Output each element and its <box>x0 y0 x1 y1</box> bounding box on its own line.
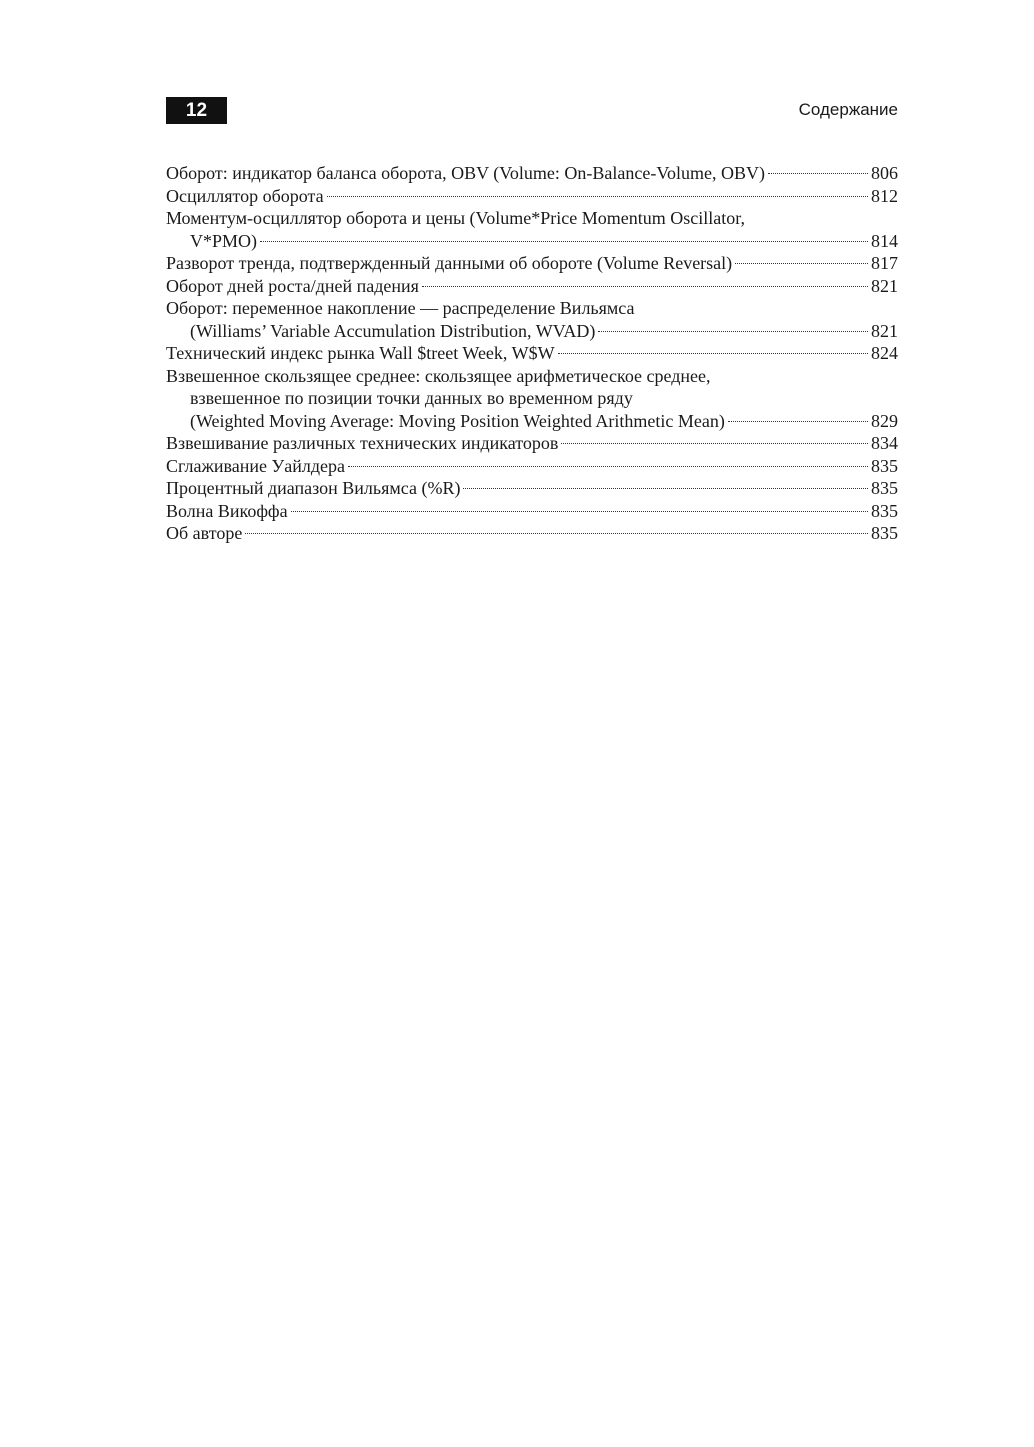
toc-page-number: 814 <box>871 230 898 251</box>
toc-entry-title-continuation: (Weighted Moving Average: Moving Position Weighted Arithmetic Mean) <box>190 410 725 431</box>
toc-entry-title: Разворот тренда, подтвержденный данными об обороте (Volume Reversal) <box>166 253 733 273</box>
dot-leader <box>561 443 868 444</box>
toc-entry-title: Процентный диапазон Вильямса (%R) <box>166 478 461 498</box>
dot-leader <box>348 466 868 467</box>
toc-entry-title-continuation: (Williams’ Variable Accumulation Distribution, WVAD) <box>190 320 596 341</box>
toc-page-number: 835 <box>871 500 898 521</box>
toc-entry-title: Волна Викоффа <box>166 500 288 521</box>
toc-entry[interactable] <box>166 275 898 298</box>
toc-entry[interactable] <box>166 207 898 252</box>
toc-page-number: 806 <box>871 163 898 183</box>
dot-leader <box>558 353 868 354</box>
toc-entry[interactable] <box>166 432 898 455</box>
toc-entry-title: Технический индекс рынка Wall $treet Week, W$W <box>166 343 555 363</box>
dot-leader <box>291 511 868 512</box>
dot-leader <box>768 173 868 174</box>
dot-leader <box>463 488 868 489</box>
toc-page-number: 817 <box>871 253 898 273</box>
toc-page-number: 812 <box>871 185 898 206</box>
toc-page-number: 834 <box>871 433 898 453</box>
running-title: Содержание <box>798 100 898 119</box>
toc-entry[interactable] <box>166 297 898 342</box>
toc-page-number: 824 <box>871 343 898 363</box>
toc-page-number: 835 <box>871 478 898 498</box>
toc-entry[interactable] <box>166 252 898 275</box>
toc-entry-title: Оборот дней роста/дней падения <box>166 275 419 296</box>
toc-entry-title-continuation: взвешенное по позиции точки данных во временном ряду <box>190 388 633 408</box>
toc-entry[interactable] <box>166 477 898 500</box>
dot-leader <box>598 331 868 332</box>
page-number: 12 <box>166 97 227 124</box>
toc-entry-title: Взвешенное скользящее среднее: скользящее арифметическое среднее, <box>166 365 711 386</box>
toc-entry-title: Взвешивание различных технических индикаторов <box>166 433 559 453</box>
toc-entry-title-continuation: V*PMO) <box>190 230 258 251</box>
toc-entry-title: Оборот: переменное накопление — распределение Вильямса <box>166 298 635 318</box>
toc-entry[interactable] <box>166 342 898 365</box>
toc-entry[interactable] <box>166 365 898 433</box>
dot-leader <box>728 421 868 422</box>
dot-leader <box>735 263 868 264</box>
toc-page-number: 835 <box>871 523 898 543</box>
toc-page-number: 821 <box>871 275 898 296</box>
dot-leader <box>422 286 868 287</box>
toc-page-number: 829 <box>871 410 898 431</box>
dot-leader <box>245 533 868 534</box>
toc-entry-title: Оборот: индикатор баланса оборота, OBV (Volume: On-Balance-Volume, OBV) <box>166 163 766 183</box>
toc-entry-title: Об авторе <box>166 523 243 543</box>
toc-entry-title: Моментум-осциллятор оборота и цены (Volume*Price Momentum Oscillator, <box>166 208 745 228</box>
table-of-contents <box>166 162 898 545</box>
toc-entry[interactable] <box>166 162 898 185</box>
toc-entry[interactable] <box>166 455 898 478</box>
dot-leader <box>327 196 868 197</box>
toc-page-number: 821 <box>871 320 898 341</box>
toc-entry[interactable] <box>166 522 898 545</box>
toc-entry[interactable] <box>166 185 898 208</box>
dot-leader <box>260 241 868 242</box>
toc-page-number: 835 <box>871 455 898 476</box>
toc-entry[interactable] <box>166 500 898 523</box>
toc-entry-title: Осциллятор оборота <box>166 185 324 206</box>
toc-entry-title: Сглаживание Уайлдера <box>166 455 346 476</box>
